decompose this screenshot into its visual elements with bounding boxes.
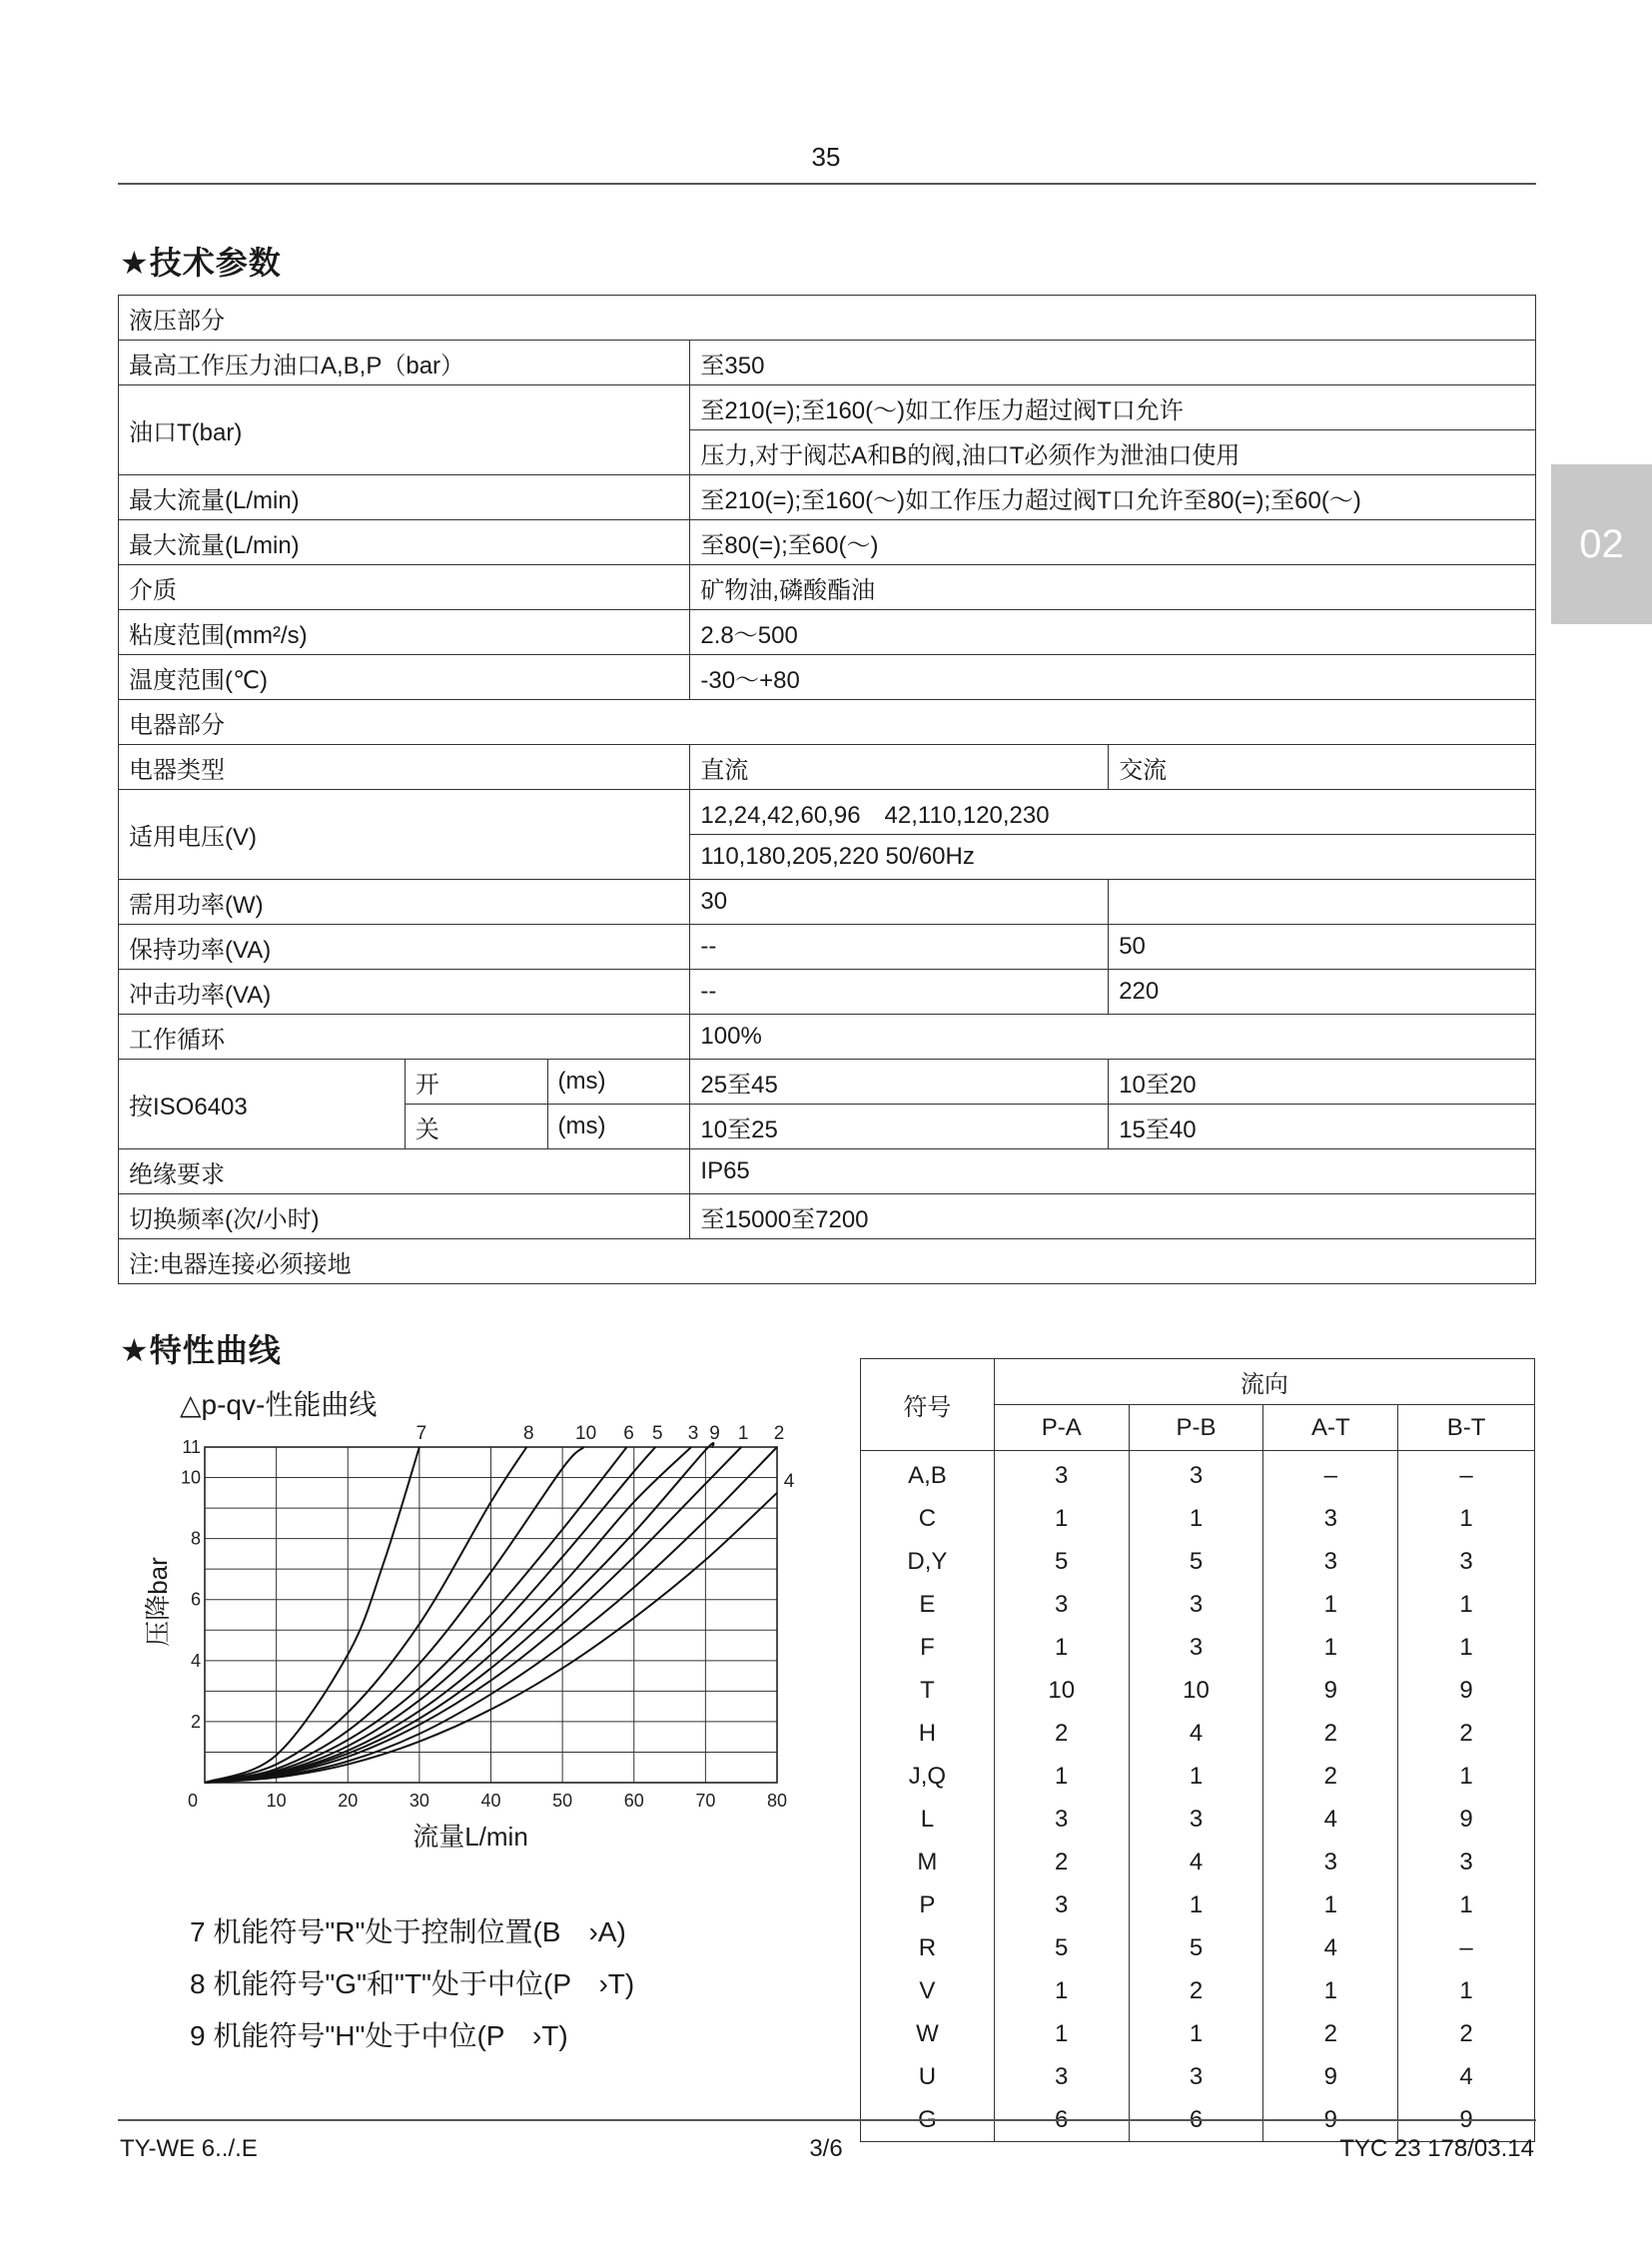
table-row <box>119 880 1536 925</box>
flow-value-cell: 6 <box>1129 2098 1263 2142</box>
inrush-power-ac: 220 <box>1109 970 1536 1015</box>
table-row <box>119 520 1536 565</box>
flow-value-cell: 2 <box>1263 2012 1398 2055</box>
table-row <box>861 1841 1535 1883</box>
flow-value-cell: 3 <box>994 1798 1129 1841</box>
voltage-value-1: 12,24,42,60,96 42,110,120,230 <box>690 790 1536 835</box>
page-number: 35 <box>811 142 841 172</box>
port-t-label: 油口T(bar) <box>119 385 690 475</box>
table-row <box>119 700 1536 745</box>
flow-value-cell: 3 <box>1129 1798 1263 1841</box>
footer-rule <box>118 2119 1536 2121</box>
column-header: P-A <box>994 1405 1129 1451</box>
demand-power-ac <box>1109 880 1536 925</box>
curve-note-7: 7 机能符号"R"处于控制位置(B ›A) <box>190 1916 626 1947</box>
curve-label-1: 1 <box>737 1423 749 1444</box>
dc-label: 直流 <box>690 745 1109 790</box>
symbol-cell: R <box>861 1926 995 1969</box>
off-label: 关 <box>405 1105 547 1149</box>
table-row <box>119 1239 1536 1284</box>
flow-value-cell: 9 <box>1263 1669 1398 1712</box>
y-tick-label: 2 <box>190 1711 201 1732</box>
x-tick-label: 80 <box>766 1791 788 1811</box>
symbol-cell: W <box>861 2012 995 2055</box>
curve-label-3: 3 <box>687 1423 699 1444</box>
flow-value-cell: 9 <box>1398 1798 1535 1841</box>
curve-7 <box>205 1447 419 1783</box>
table-row <box>861 1626 1535 1669</box>
curve-label-9: 9 <box>709 1423 720 1444</box>
tech-params-title: ★技术参数 <box>120 245 282 281</box>
table-row <box>861 1969 1535 2012</box>
flow-value-cell: 1 <box>1398 1497 1535 1540</box>
symbol-cell: G <box>861 2098 995 2142</box>
symbol-cell: D,Y <box>861 1540 995 1583</box>
curve-label-5: 5 <box>651 1423 663 1444</box>
duty-cycle-value: 100% <box>690 1015 1536 1060</box>
max-flow-value-2: 至80(=);至60(～) <box>690 520 1536 565</box>
flow-value-cell: 1 <box>1398 1883 1535 1926</box>
voltage-value-2: 110,180,205,220 50/60Hz <box>690 835 1536 880</box>
footer-doc-id: TYC 23 178/03.14 <box>1339 2135 1534 2162</box>
flow-value-cell: 3 <box>1398 1540 1535 1583</box>
table-row <box>861 1926 1535 1969</box>
symbol-cell: J,Q <box>861 1755 995 1798</box>
flow-value-cell: 2 <box>1263 1755 1398 1798</box>
demand-power-label: 需用功率(W) <box>119 880 690 925</box>
symbol-cell: U <box>861 2055 995 2098</box>
direction-header: 流向 <box>994 1359 1534 1405</box>
table-row <box>119 1149 1536 1194</box>
flow-value-cell: 9 <box>1263 2098 1398 2142</box>
symbol-cell: M <box>861 1841 995 1883</box>
flow-value-cell: 3 <box>1263 1497 1398 1540</box>
port-t-value-1: 至210(=);至160(～)如工作压力超过阀T口允许 <box>690 385 1536 430</box>
flow-value-cell: 2 <box>1398 1712 1535 1755</box>
curve-6 <box>205 1447 627 1783</box>
on-dc-value: 25至45 <box>690 1060 1109 1105</box>
curve-label-8: 8 <box>523 1423 534 1444</box>
footer-page: 3/6 <box>809 2135 843 2162</box>
electrical-header: 电器部分 <box>119 700 1536 745</box>
on-ac-value: 10至20 <box>1109 1060 1536 1105</box>
table-row <box>861 1712 1535 1755</box>
flow-value-cell: 2 <box>1263 1712 1398 1755</box>
iso-label: 按ISO6403 <box>119 1060 406 1149</box>
curve-note-8: 8 机能符号"G"和"T"处于中位(P ›T) <box>190 1968 635 1999</box>
y-tick-label: 8 <box>190 1528 201 1549</box>
chart-title: △p-qv-性能曲线 <box>180 1389 378 1420</box>
flow-value-cell: 9 <box>1263 2055 1398 2098</box>
x-tick-label: 70 <box>695 1791 716 1811</box>
symbol-cell: C <box>861 1497 995 1540</box>
x-tick-label: 50 <box>552 1791 573 1811</box>
curve-1 <box>205 1447 741 1783</box>
table-row <box>119 925 1536 970</box>
flow-value-cell: 9 <box>1398 2098 1535 2142</box>
curve-3 <box>205 1447 691 1783</box>
flow-value-cell: 3 <box>1263 1841 1398 1883</box>
flow-value-cell: 2 <box>1129 1969 1263 2012</box>
curve-label-10: 10 <box>575 1423 597 1444</box>
table-row <box>861 1497 1535 1540</box>
table-row <box>119 341 1536 385</box>
flow-value-cell: 5 <box>1129 1926 1263 1969</box>
flow-value-cell: 3 <box>1129 1626 1263 1669</box>
flow-value-cell: 1 <box>994 1497 1129 1540</box>
x-tick-label: 30 <box>409 1791 429 1811</box>
symbol-cell: F <box>861 1626 995 1669</box>
tech-params-table <box>118 295 1536 1284</box>
flow-value-cell: 3 <box>994 1451 1129 1498</box>
performance-chart <box>140 1380 819 1860</box>
symbol-cell: V <box>861 1969 995 2012</box>
ms-unit: (ms) <box>547 1060 690 1105</box>
flow-value-cell: 1 <box>1263 1583 1398 1626</box>
medium-label: 介质 <box>119 565 690 610</box>
flow-value-cell: 1 <box>1398 1755 1535 1798</box>
temperature-value: -30～+80 <box>690 655 1536 700</box>
flow-value-cell: – <box>1398 1451 1535 1498</box>
electrical-type-label: 电器类型 <box>119 745 690 790</box>
table-row <box>119 296 1536 341</box>
flow-value-cell: 3 <box>1129 2055 1263 2098</box>
x-tick-label: 40 <box>480 1791 501 1811</box>
flow-value-cell: 3 <box>1129 1583 1263 1626</box>
flow-value-cell: 2 <box>994 1712 1129 1755</box>
ms-unit: (ms) <box>547 1105 690 1149</box>
symbol-cell: L <box>861 1798 995 1841</box>
table-row <box>119 1060 1536 1105</box>
symbol-cell: A,B <box>861 1451 995 1498</box>
flow-value-cell: 5 <box>994 1540 1129 1583</box>
table-row <box>119 790 1536 835</box>
table-row <box>119 1194 1536 1239</box>
footer-model: TY-WE 6../.E <box>120 2135 258 2162</box>
curve-9 <box>205 1443 713 1783</box>
flow-value-cell: 1 <box>994 2012 1129 2055</box>
off-dc-value: 10至25 <box>690 1105 1109 1149</box>
table-row <box>119 970 1536 1015</box>
flow-value-cell: 4 <box>1129 1841 1263 1883</box>
holding-power-label: 保持功率(VA) <box>119 925 690 970</box>
table-row <box>119 385 1536 430</box>
symbol-cell: T <box>861 1669 995 1712</box>
medium-value: 矿物油,磷酸酯油 <box>690 565 1536 610</box>
ground-note: 注:电器连接必须接地 <box>119 1239 1536 1284</box>
x-tick-label: 10 <box>266 1791 287 1811</box>
flow-value-cell: 1 <box>1129 1883 1263 1926</box>
column-header: P-B <box>1129 1405 1263 1451</box>
switch-freq-label: 切换频率(次/小时) <box>119 1194 690 1239</box>
temperature-label: 温度范围(℃) <box>119 655 690 700</box>
flow-value-cell: 5 <box>994 1926 1129 1969</box>
flow-direction-table <box>860 1358 1535 2142</box>
insulation-label: 绝缘要求 <box>119 1149 690 1194</box>
table-row <box>861 2012 1535 2055</box>
voltage-label: 适用电压(V) <box>119 790 690 880</box>
table-row <box>119 655 1536 700</box>
max-flow-label-2: 最大流量(L/min) <box>119 520 690 565</box>
port-t-value-2: 压力,对于阀芯A和B的阀,油口T必须作为泄油口使用 <box>690 430 1536 475</box>
max-pressure-value: 至350 <box>690 341 1536 385</box>
flow-value-cell: 1 <box>1398 1969 1535 2012</box>
flow-value-cell: 2 <box>1398 2012 1535 2055</box>
flow-value-cell: – <box>1398 1926 1535 1969</box>
symbol-cell: H <box>861 1712 995 1755</box>
flow-value-cell: – <box>1263 1451 1398 1498</box>
inrush-power-dc: -- <box>690 970 1109 1015</box>
hydraulic-header: 液压部分 <box>119 296 1536 341</box>
y-tick-label: 11 <box>182 1437 201 1457</box>
curve-note-9: 9 机能符号"H"处于中位(P ›T) <box>190 2020 568 2051</box>
table-row <box>119 1015 1536 1060</box>
flow-value-cell: 4 <box>1398 2055 1535 2098</box>
flow-value-cell: 2 <box>994 1841 1129 1883</box>
holding-power-dc: -- <box>690 925 1109 970</box>
max-pressure-label: 最高工作压力油口A,B,P（bar） <box>119 341 690 385</box>
table-row <box>861 1583 1535 1626</box>
table-row <box>119 565 1536 610</box>
off-ac-value: 15至40 <box>1109 1105 1536 1149</box>
y-tick-label: 6 <box>190 1589 201 1610</box>
flow-value-cell: 1 <box>1398 1583 1535 1626</box>
flow-value-cell: 1 <box>1129 2012 1263 2055</box>
table-row <box>861 1798 1535 1841</box>
insulation-value: IP65 <box>690 1149 1536 1194</box>
x-tick-label: 0 <box>187 1791 199 1811</box>
symbol-cell: E <box>861 1583 995 1626</box>
flow-value-cell: 4 <box>1263 1926 1398 1969</box>
y-tick-label: 10 <box>180 1467 201 1488</box>
y-axis-title: 压降bar <box>143 1557 173 1647</box>
flow-value-cell: 3 <box>994 1583 1129 1626</box>
flow-value-cell: 1 <box>1263 1969 1398 2012</box>
flow-value-cell: 3 <box>994 2055 1129 2098</box>
inrush-power-label: 冲击功率(VA) <box>119 970 690 1015</box>
flow-value-cell: 1 <box>1263 1626 1398 1669</box>
symbol-cell: P <box>861 1883 995 1926</box>
symbol-header: 符号 <box>861 1359 995 1451</box>
curve-label-2: 2 <box>773 1423 785 1444</box>
flow-value-cell: 3 <box>1129 1451 1263 1498</box>
max-flow-value-1: 至210(=);至160(～)如工作压力超过阀T口允许至80(=);至60(～) <box>690 475 1536 520</box>
table-row <box>861 1359 1535 1405</box>
flow-value-cell: 10 <box>1129 1669 1263 1712</box>
flow-value-cell: 3 <box>1263 1540 1398 1583</box>
flow-value-cell: 1 <box>1129 1497 1263 1540</box>
column-header: A-T <box>1263 1405 1398 1451</box>
duty-cycle-label: 工作循环 <box>119 1015 690 1060</box>
header-rule <box>118 183 1536 185</box>
table-row <box>861 1883 1535 1926</box>
table-row <box>119 475 1536 520</box>
flow-value-cell: 4 <box>1263 1798 1398 1841</box>
viscosity-label: 粘度范围(mm²/s) <box>119 610 690 655</box>
y-tick-label: 4 <box>190 1650 201 1671</box>
flow-value-cell: 9 <box>1398 1669 1535 1712</box>
curve-section-title: ★特性曲线 <box>120 1332 282 1368</box>
viscosity-value: 2.8～500 <box>690 610 1536 655</box>
flow-value-cell: 1 <box>994 1969 1129 2012</box>
column-header: B-T <box>1398 1405 1535 1451</box>
section-tab: 02 <box>1551 464 1652 624</box>
flow-value-cell: 1 <box>994 1755 1129 1798</box>
flow-value-cell: 10 <box>994 1669 1129 1712</box>
x-tick-label: 20 <box>338 1791 359 1811</box>
flow-value-cell: 6 <box>994 2098 1129 2142</box>
table-row <box>119 745 1536 790</box>
flow-value-cell: 1 <box>1263 1883 1398 1926</box>
table-row <box>119 610 1536 655</box>
table-row <box>861 1451 1535 1498</box>
holding-power-ac: 50 <box>1109 925 1536 970</box>
table-row <box>861 2055 1535 2098</box>
switch-freq-value: 至15000至7200 <box>690 1194 1536 1239</box>
curve-label-6: 6 <box>623 1423 634 1444</box>
table-row <box>861 1540 1535 1583</box>
demand-power-dc: 30 <box>690 880 1109 925</box>
table-row <box>861 1669 1535 1712</box>
flow-value-cell: 5 <box>1129 1540 1263 1583</box>
flow-value-cell: 4 <box>1129 1712 1263 1755</box>
x-axis-title: 流量L/min <box>413 1822 528 1852</box>
curve-label-7: 7 <box>415 1423 427 1444</box>
flow-value-cell: 3 <box>1398 1841 1535 1883</box>
ac-label: 交流 <box>1109 745 1536 790</box>
flow-value-cell: 3 <box>994 1883 1129 1926</box>
flow-value-cell: 1 <box>994 1626 1129 1669</box>
on-label: 开 <box>405 1060 547 1105</box>
table-row <box>861 1755 1535 1798</box>
curve-label-4: 4 <box>783 1470 795 1492</box>
x-tick-label: 60 <box>623 1791 644 1811</box>
max-flow-label-1: 最大流量(L/min) <box>119 475 690 520</box>
flow-value-cell: 1 <box>1398 1626 1535 1669</box>
flow-value-cell: 1 <box>1129 1755 1263 1798</box>
